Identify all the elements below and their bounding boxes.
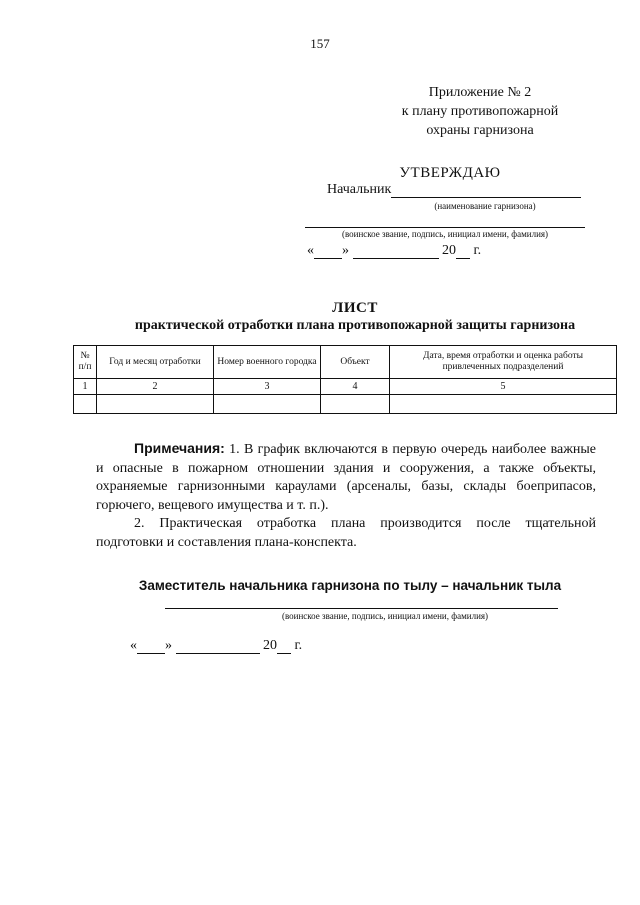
approval-title: УТВЕРЖДАЮ [399,165,501,181]
table-header-row [74,346,617,379]
deputy-signature-hint: (воинское звание, подпись, инициал имени, фамилия) [281,611,489,621]
chief-signature-line [305,227,585,228]
month-blank [353,245,439,259]
year-prefix: 20 [263,638,277,653]
year-blank [277,640,291,654]
column-number: 3 [214,379,321,395]
chief-label: Начальник [327,182,392,197]
year-suffix: г. [294,638,303,653]
year-prefix: 20 [442,243,456,258]
table-row [74,395,617,414]
notes-section [96,439,596,552]
column-header: № п/п [74,346,97,379]
date-quote-open: « [130,638,137,653]
drill-table [73,345,617,414]
table-cell [214,395,321,414]
column-number: 2 [97,379,214,395]
footer-date-row [130,638,302,654]
column-header: Год и месяц отработки [97,346,214,379]
appendix-line-3: охраны гарнизона [426,123,534,138]
column-number: 5 [390,379,617,395]
column-header: Номер военного городка [214,346,321,379]
column-number: 4 [321,379,390,395]
sheet-title: ЛИСТ [332,300,378,316]
table-cell [321,395,390,414]
year-blank [456,245,470,259]
appendix-line-2: к плану противопожарной [401,104,559,119]
sheet-subtitle: практической отработки плана противопожарной защиты гарнизона [134,318,576,333]
note-2: 2. Практическая отработка плана производится после тщательной подготовки и составления плана-конспекта. [96,516,596,550]
appendix-header [380,83,580,140]
page-number: 157 [310,36,330,51]
deputy-signature-line [165,608,558,609]
chief-signature-hint: (воинское звание, подпись, инициал имени, фамилия) [341,229,549,239]
notes-label: Примечания: [134,440,225,456]
garrison-name-blank [391,183,581,198]
appendix-line-1: Приложение № 2 [428,85,532,100]
note-1 [96,439,596,515]
table-cell [390,395,617,414]
month-blank [176,640,260,654]
date-quote-close: » [165,638,172,653]
date-quote-open: « [307,243,314,258]
date-quote-close: » [342,243,349,258]
column-header: Объект [321,346,390,379]
table-cell [74,395,97,414]
column-number-row [74,379,617,395]
column-header: Дата, время отработки и оценка работы привлеченных подразделений [390,346,617,379]
approval-date-row [307,243,481,259]
chief-row [327,182,581,198]
note-1-text: 1. В график включаются в первую очередь наиболее важные и опасные в пожарном отношении здания и сооружения, а также объекты, охраняемые гарнизонными караулами (арсеналы, базы, склады боеприпасов, горючего, вещевого имущества и т. п.). [96,442,596,513]
day-blank [314,245,342,259]
table-cell [97,395,214,414]
day-blank [137,640,165,654]
garrison-name-hint: (наименование гарнизона) [434,201,536,211]
column-number: 1 [74,379,97,395]
deputy-title: Заместитель начальника гарнизона по тылу – начальник тыла [138,578,562,593]
year-suffix: г. [473,243,482,258]
